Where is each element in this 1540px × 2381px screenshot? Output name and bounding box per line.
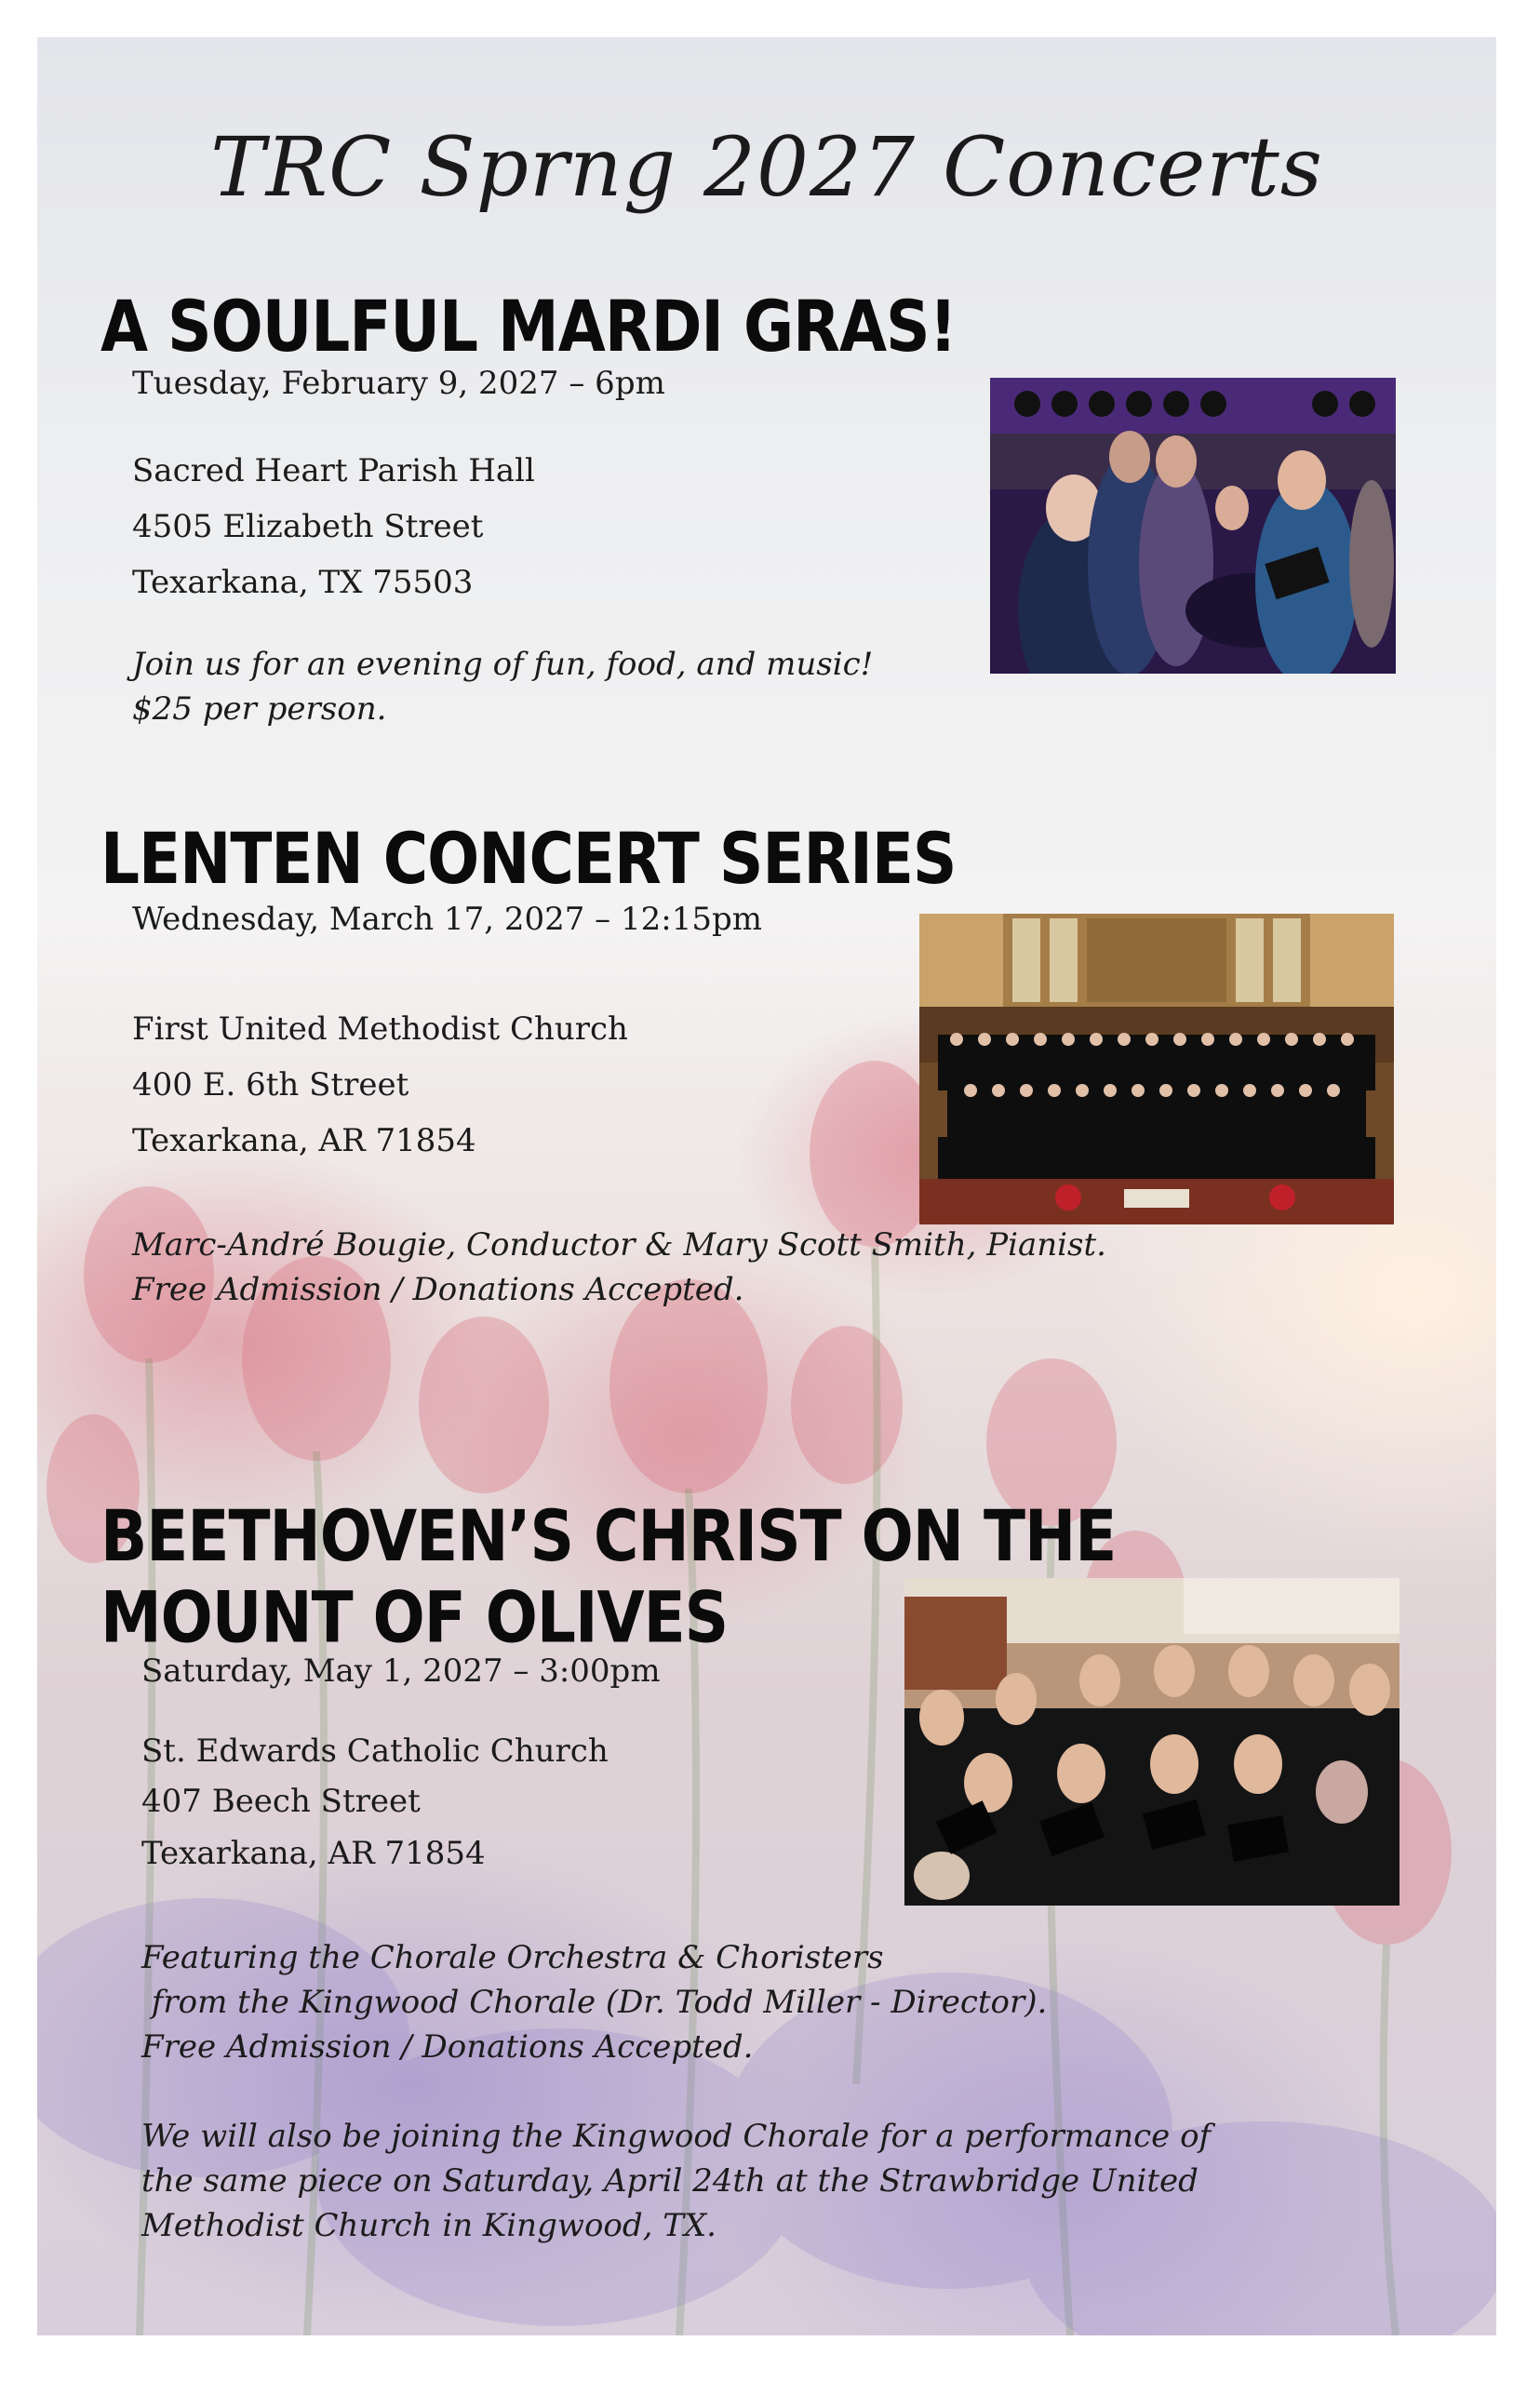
church-choir-photo <box>919 914 1394 1224</box>
poster-title: TRC Sprng 2027 Concerts <box>210 119 1323 215</box>
event-street: 407 Beech Street <box>141 1783 421 1820</box>
description-line: $25 per person. <box>132 690 387 728</box>
event-date: Saturday, May 1, 2027 – 3:00pm <box>141 1652 661 1690</box>
choir-singers-photo <box>904 1578 1399 1906</box>
event-heading: A SOULFUL MARDI GRAS! <box>100 285 957 368</box>
description-line <box>141 2069 1211 2114</box>
description-line: Free Admission / Donations Accepted. <box>141 2028 754 2066</box>
event-description <box>132 1223 1106 1312</box>
description-line: Featuring the Chorale Orchestra & Choristers <box>141 1939 884 1976</box>
event-description <box>132 642 873 731</box>
event-city: Texarkana, TX 75503 <box>132 564 474 601</box>
event-date: Tuesday, February 9, 2027 – 6pm <box>132 365 665 402</box>
description-line: Free Admission / Donations Accepted. <box>132 1271 744 1308</box>
event-venue: St. Edwards Catholic Church <box>141 1732 609 1770</box>
description-line: We will also be joining the Kingwood Chorale for a performance of <box>141 2118 1212 2155</box>
description-line: Methodist Church in Kingwood, TX. <box>141 2207 716 2244</box>
poster <box>37 37 1496 2335</box>
event-street: 400 E. 6th Street <box>132 1066 409 1104</box>
mardi-gras-photo <box>990 378 1396 674</box>
event-venue: First United Methodist Church <box>132 1010 628 1048</box>
event-street: 4505 Elizabeth Street <box>132 508 484 545</box>
event-heading: LENTEN CONCERT SERIES <box>100 817 957 901</box>
description-line: from the Kingwood Chorale (Dr. Todd Miller - Director). <box>141 1984 1048 2021</box>
description-line: Marc-André Bougie, Conductor & Mary Scott Smith, Pianist. <box>132 1226 1106 1264</box>
event-city: Texarkana, AR 71854 <box>132 1122 476 1159</box>
description-line: Join us for an evening of fun, food, and music! <box>132 646 874 683</box>
heading-line: BEETHOVEN’S CHRIST ON THE <box>100 1494 1117 1578</box>
event-description <box>141 1935 1211 2248</box>
event-venue: Sacred Heart Parish Hall <box>132 452 535 489</box>
description-line: the same piece on Saturday, April 24th at the Strawbridge United <box>141 2162 1199 2200</box>
event-date: Wednesday, March 17, 2027 – 12:15pm <box>132 901 762 938</box>
event-city: Texarkana, AR 71854 <box>141 1835 486 1872</box>
heading-line: MOUNT OF OLIVES <box>100 1576 729 1659</box>
